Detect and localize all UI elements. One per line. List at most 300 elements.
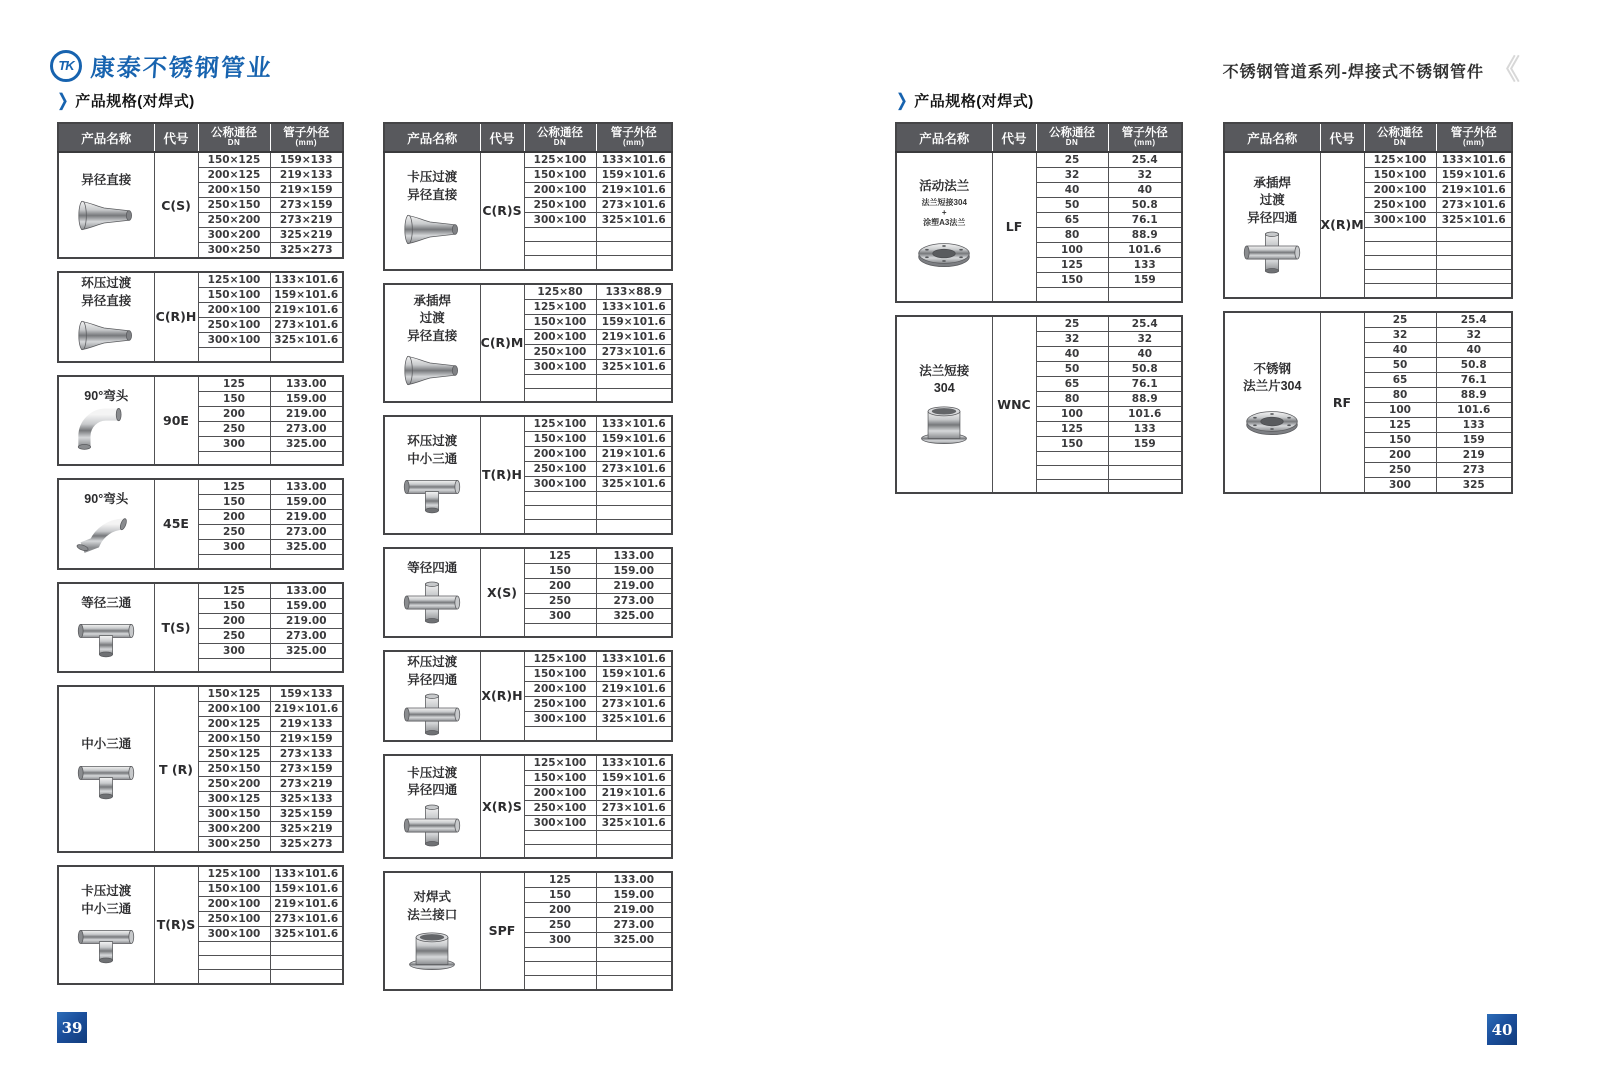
- product-code: T(S): [154, 583, 198, 673]
- dn-value: [524, 962, 596, 976]
- spec-column-2: [383, 122, 673, 1003]
- od-value: 76.1: [1436, 372, 1512, 387]
- od-value: 159.00: [270, 391, 343, 406]
- od-value: [1108, 288, 1182, 302]
- col-header-code: 代号: [154, 123, 198, 152]
- dn-value: 250: [198, 525, 270, 540]
- dn-value: 200×100: [524, 183, 596, 198]
- od-value: 133×101.6: [596, 299, 672, 314]
- od-value: 273×101.6: [596, 344, 672, 359]
- dn-value: 300×100: [524, 815, 596, 830]
- product-code: C(R)M: [480, 284, 524, 403]
- dn-value: 125: [1364, 417, 1436, 432]
- product-code: C(R)S: [480, 152, 524, 270]
- dn-value: 150: [524, 888, 596, 903]
- od-value: 219×133: [270, 168, 343, 183]
- dn-value: [1036, 288, 1108, 302]
- dn-value: 300×200: [198, 228, 270, 243]
- od-value: 133×101.6: [270, 866, 343, 882]
- od-value: 159×101.6: [596, 770, 672, 785]
- od-value: 273.00: [596, 593, 672, 608]
- dn-value: 40: [1364, 342, 1436, 357]
- dn-value: 150: [198, 391, 270, 406]
- product-name: 等径四通: [407, 560, 458, 575]
- product-name: 卡压过渡 中小三通: [81, 884, 132, 916]
- table-row: [384, 651, 672, 667]
- dn-value: 300: [524, 933, 596, 948]
- dn-value: [524, 727, 596, 741]
- col-header-dn: 公称通径 DN: [1364, 123, 1436, 152]
- od-value: 159.00: [596, 888, 672, 903]
- product-code: SPF: [480, 872, 524, 990]
- dn-value: 125: [524, 872, 596, 888]
- dn-value: 300: [1364, 477, 1436, 493]
- od-value: 76.1: [1108, 376, 1182, 391]
- dn-value: 150×100: [524, 667, 596, 682]
- od-value: 88.9: [1108, 391, 1182, 406]
- dn-value: 125: [1036, 421, 1108, 436]
- table-row: [384, 548, 672, 564]
- product-cell: [896, 152, 992, 302]
- company-name: 康泰不锈钢管业: [89, 55, 274, 82]
- od-value: 159.00: [596, 563, 672, 578]
- spec-column-4: [1223, 122, 1513, 506]
- dn-value: [524, 506, 596, 520]
- od-value: 219: [1436, 447, 1512, 462]
- dn-value: [198, 970, 270, 984]
- od-value: 325×273: [270, 243, 343, 259]
- reducer-photo: [385, 207, 480, 252]
- tee-photo: [59, 921, 154, 966]
- dn-value: [198, 348, 270, 362]
- od-value: 325: [1436, 477, 1512, 493]
- dn-value: [198, 658, 270, 672]
- dn-value: 300×150: [198, 807, 270, 822]
- dn-value: 300: [524, 608, 596, 623]
- od-value: 25.4: [1108, 316, 1182, 332]
- od-value: [1436, 284, 1512, 298]
- od-value: [1436, 242, 1512, 256]
- product-name: 承插焊 过渡 异径直接: [407, 293, 458, 343]
- od-value: 273.00: [270, 421, 343, 436]
- product-cell: [58, 479, 154, 569]
- col-header-od: 管子外径 (mm): [596, 123, 672, 152]
- od-value: 76.1: [1108, 213, 1182, 228]
- dn-value: 125×100: [524, 755, 596, 771]
- dn-value: 200: [524, 578, 596, 593]
- dn-value: 50: [1364, 357, 1436, 372]
- od-value: 219×133: [270, 717, 343, 732]
- dn-value: 25: [1036, 316, 1108, 332]
- section-title-left: [57, 90, 195, 111]
- product-name: 活动法兰: [919, 179, 970, 193]
- product-cell: [1224, 152, 1320, 298]
- dn-value: 250×100: [198, 318, 270, 333]
- dn-value: 125×100: [524, 651, 596, 667]
- product-cell: [58, 376, 154, 466]
- cross-photo: [1225, 230, 1320, 275]
- tee-photo: [59, 757, 154, 802]
- od-value: 325×101.6: [596, 477, 672, 492]
- flange-photo: [1225, 399, 1320, 444]
- dn-value: 200: [198, 510, 270, 525]
- product-code: RF: [1320, 312, 1364, 493]
- reducer-photo: [385, 348, 480, 393]
- dn-value: [524, 256, 596, 270]
- od-value: 273×159: [270, 762, 343, 777]
- dn-value: 250×200: [198, 777, 270, 792]
- dn-value: 150: [524, 563, 596, 578]
- od-value: 159×101.6: [270, 288, 343, 303]
- dn-value: [198, 956, 270, 970]
- dn-value: 32: [1036, 168, 1108, 183]
- section-title-text: 产品规格(对焊式): [914, 93, 1034, 110]
- tee-photo: [385, 471, 480, 516]
- od-value: 219×101.6: [596, 682, 672, 697]
- dn-value: 100: [1036, 406, 1108, 421]
- stub-photo: [897, 401, 992, 446]
- spec-table: [895, 315, 1183, 495]
- dn-value: 300: [198, 436, 270, 451]
- product-name: 承插焊 过渡 异径四通: [1247, 175, 1298, 225]
- table-row: [384, 284, 672, 300]
- dn-value: 200×100: [198, 303, 270, 318]
- product-cell: [384, 651, 480, 741]
- dn-value: [524, 976, 596, 990]
- product-code: 90E: [154, 376, 198, 466]
- cross-photo: [385, 580, 480, 625]
- dn-value: 80: [1036, 228, 1108, 243]
- dn-value: 150: [1036, 436, 1108, 451]
- product-name: 等径三通: [81, 595, 132, 610]
- dn-value: 150×100: [524, 432, 596, 447]
- dn-value: 250×150: [198, 198, 270, 213]
- od-value: 40: [1436, 342, 1512, 357]
- od-value: 273×101.6: [596, 198, 672, 213]
- od-value: 101.6: [1436, 402, 1512, 417]
- od-value: [596, 506, 672, 520]
- product-name: 异径直接: [81, 173, 132, 188]
- col-header-dn: 公称通径 DN: [198, 123, 270, 152]
- od-value: [270, 956, 343, 970]
- od-value: 50.8: [1108, 198, 1182, 213]
- od-value: 219×101.6: [1436, 183, 1512, 198]
- dn-value: 100: [1036, 243, 1108, 258]
- od-value: 273×101.6: [270, 318, 343, 333]
- dn-value: 65: [1364, 372, 1436, 387]
- od-value: 219×101.6: [596, 183, 672, 198]
- od-value: 325×101.6: [1436, 213, 1512, 228]
- od-value: [1436, 270, 1512, 284]
- reducer-photo: [59, 313, 154, 358]
- od-value: 159×101.6: [596, 667, 672, 682]
- dn-value: 250×100: [524, 800, 596, 815]
- product-name: 90°弯头: [84, 388, 129, 403]
- section-arrow-icon: ❯: [896, 89, 909, 110]
- product-name: 中小三通: [81, 737, 132, 752]
- section-arrow-icon: ❯: [57, 89, 70, 110]
- dn-value: 200×100: [524, 785, 596, 800]
- od-value: 159: [1108, 436, 1182, 451]
- dn-value: 25: [1036, 152, 1108, 168]
- product-code: X(R)H: [480, 651, 524, 741]
- dn-value: 65: [1036, 213, 1108, 228]
- od-value: 325.00: [270, 643, 343, 658]
- product-code: LF: [992, 152, 1036, 302]
- od-value: [596, 228, 672, 242]
- elbow-45-photo: [59, 512, 154, 557]
- dn-value: [1364, 270, 1436, 284]
- dn-value: 200: [524, 903, 596, 918]
- dn-value: 300×100: [524, 359, 596, 374]
- logo-monogram-icon: TK: [50, 50, 82, 82]
- od-value: 133: [1108, 421, 1182, 436]
- od-value: [1108, 465, 1182, 479]
- od-value: 219.00: [596, 578, 672, 593]
- product-cell: [384, 284, 480, 403]
- od-value: 133.00: [270, 479, 343, 495]
- dn-value: 300: [198, 540, 270, 555]
- od-value: 325×101.6: [596, 359, 672, 374]
- col-header-code: 代号: [1320, 123, 1364, 152]
- page-number-right: 40: [1487, 1014, 1517, 1045]
- table-row: [384, 416, 672, 432]
- dn-value: 300×100: [198, 927, 270, 942]
- od-value: 219.00: [270, 510, 343, 525]
- dn-value: [524, 623, 596, 637]
- dn-value: 250×100: [524, 697, 596, 712]
- dn-value: 250×100: [198, 912, 270, 927]
- od-value: 133.00: [596, 872, 672, 888]
- dn-value: 250×100: [1364, 198, 1436, 213]
- od-value: 159×133: [270, 152, 343, 168]
- product-name: 环压过渡 异径四通: [407, 655, 458, 687]
- dn-value: 250: [198, 421, 270, 436]
- dn-value: 80: [1364, 387, 1436, 402]
- product-code: X(R)S: [480, 755, 524, 859]
- product-name: 环压过渡 异径直接: [81, 276, 132, 308]
- dn-value: 150: [1036, 273, 1108, 288]
- od-value: 133×88.9: [596, 284, 672, 300]
- dn-value: 150: [1364, 432, 1436, 447]
- od-value: 133×101.6: [270, 272, 343, 288]
- od-value: 159.00: [270, 495, 343, 510]
- dn-value: 300×100: [524, 477, 596, 492]
- dn-value: 80: [1036, 391, 1108, 406]
- reducer-photo: [59, 193, 154, 238]
- product-code: T(R)S: [154, 866, 198, 984]
- od-value: 159×101.6: [596, 432, 672, 447]
- od-value: 219.00: [270, 406, 343, 421]
- dn-value: 250×200: [198, 213, 270, 228]
- od-value: 133.00: [270, 376, 343, 392]
- table-row: [58, 479, 343, 495]
- dn-value: 150×100: [524, 168, 596, 183]
- od-value: 273×219: [270, 777, 343, 792]
- dn-value: 200×100: [524, 447, 596, 462]
- od-value: [596, 256, 672, 270]
- od-value: 325.00: [596, 933, 672, 948]
- product-name: 卡压过渡 异径直接: [407, 170, 458, 202]
- dn-value: 300×100: [1364, 213, 1436, 228]
- od-value: 273×101.6: [596, 800, 672, 815]
- od-value: 101.6: [1108, 243, 1182, 258]
- table-row: [58, 152, 343, 168]
- col-header-product: 产品名称: [384, 123, 480, 152]
- dn-value: [524, 374, 596, 388]
- spec-table: [1223, 122, 1513, 299]
- section-title-text: 产品规格(对焊式): [75, 93, 195, 110]
- od-value: 133: [1436, 417, 1512, 432]
- dn-value: [524, 242, 596, 256]
- od-value: 101.6: [1108, 406, 1182, 421]
- dn-value: 150×100: [198, 882, 270, 897]
- spec-table: [383, 547, 673, 639]
- col-header-od: 管子外径 (mm): [270, 123, 343, 152]
- spec-table: [57, 582, 344, 674]
- dn-value: [1364, 242, 1436, 256]
- col-header-product: 产品名称: [896, 123, 992, 152]
- dn-value: 200×100: [524, 682, 596, 697]
- spec-table: [895, 122, 1183, 303]
- table-row: [58, 272, 343, 288]
- dn-value: 125×100: [198, 866, 270, 882]
- table-row: [58, 583, 343, 599]
- col-header-dn: 公称通径 DN: [524, 123, 596, 152]
- spec-column-3: [895, 122, 1183, 506]
- od-value: 273×101.6: [1436, 198, 1512, 213]
- spec-table: [57, 478, 344, 570]
- od-value: 219×101.6: [596, 329, 672, 344]
- od-value: 273×133: [270, 747, 343, 762]
- product-code: C(S): [154, 152, 198, 258]
- dn-value: 150: [198, 598, 270, 613]
- od-value: 159×133: [270, 686, 343, 702]
- product-code: 45E: [154, 479, 198, 569]
- dn-value: 250×100: [524, 462, 596, 477]
- stub-photo: [385, 927, 480, 972]
- od-value: 273×101.6: [596, 697, 672, 712]
- dn-value: 125: [524, 548, 596, 564]
- dn-value: [1036, 465, 1108, 479]
- product-cell: [384, 872, 480, 990]
- od-value: [596, 520, 672, 534]
- dn-value: 250: [1364, 462, 1436, 477]
- product-name: 对焊式 法兰接口: [407, 890, 458, 922]
- dn-value: 250: [198, 628, 270, 643]
- od-value: 50.8: [1436, 357, 1512, 372]
- dn-value: [1364, 228, 1436, 242]
- product-code: X(S): [480, 548, 524, 638]
- od-value: 273: [1436, 462, 1512, 477]
- od-value: 273×101.6: [596, 462, 672, 477]
- product-cell: [896, 316, 992, 494]
- dn-value: 150×125: [198, 686, 270, 702]
- od-value: [1108, 451, 1182, 465]
- flange-photo: [897, 231, 992, 276]
- product-cell: [58, 866, 154, 984]
- od-value: 273×219: [270, 213, 343, 228]
- od-value: [270, 942, 343, 956]
- page-number-left: 39: [57, 1012, 87, 1043]
- table-row: [1224, 312, 1512, 328]
- col-header-product: 产品名称: [58, 123, 154, 152]
- dn-value: 250×150: [198, 762, 270, 777]
- od-value: 133×101.6: [596, 416, 672, 432]
- dn-value: 200: [198, 406, 270, 421]
- od-value: [270, 451, 343, 465]
- dn-value: 200×100: [198, 702, 270, 717]
- section-title-right: [896, 90, 1034, 111]
- od-value: 159×101.6: [1436, 168, 1512, 183]
- dn-value: [1364, 284, 1436, 298]
- od-value: 325×159: [270, 807, 343, 822]
- od-value: 159.00: [270, 598, 343, 613]
- dn-value: 250×100: [524, 344, 596, 359]
- od-value: 325×101.6: [270, 333, 343, 348]
- dn-value: 25: [1364, 312, 1436, 328]
- od-value: 88.9: [1436, 387, 1512, 402]
- spec-column-1: [57, 122, 344, 997]
- spec-table: [383, 754, 673, 860]
- od-value: 219×159: [270, 183, 343, 198]
- od-value: 40: [1108, 346, 1182, 361]
- dn-value: 250×125: [198, 747, 270, 762]
- dn-value: 250: [524, 593, 596, 608]
- product-cell: [384, 755, 480, 859]
- od-value: 325.00: [270, 540, 343, 555]
- od-value: 133.00: [596, 548, 672, 564]
- product-code: C(R)H: [154, 272, 198, 362]
- od-value: 325×133: [270, 792, 343, 807]
- od-value: 25.4: [1436, 312, 1512, 328]
- dn-value: 300×200: [198, 822, 270, 837]
- cross-photo: [385, 803, 480, 848]
- od-value: 219×101.6: [596, 785, 672, 800]
- od-value: [596, 830, 672, 844]
- dn-value: 300×250: [198, 837, 270, 853]
- od-value: 325×101.6: [596, 712, 672, 727]
- od-value: 40: [1108, 183, 1182, 198]
- col-header-product: 产品名称: [1224, 123, 1320, 152]
- od-value: 325×273: [270, 837, 343, 853]
- dn-value: [198, 451, 270, 465]
- dn-value: 32: [1364, 327, 1436, 342]
- od-value: 159×101.6: [596, 314, 672, 329]
- od-value: 159×101.6: [596, 168, 672, 183]
- dn-value: [524, 228, 596, 242]
- dn-value: 200×125: [198, 717, 270, 732]
- product-name: 法兰短接 304: [919, 363, 970, 396]
- od-value: [596, 948, 672, 962]
- product-name: 卡压过渡 异径四通: [407, 765, 458, 798]
- elbow-90-photo: [59, 408, 154, 453]
- dn-value: [1036, 451, 1108, 465]
- table-row: [1224, 152, 1512, 168]
- od-value: [596, 976, 672, 990]
- dn-value: 40: [1036, 183, 1108, 198]
- od-value: 133: [1108, 258, 1182, 273]
- od-value: 159: [1436, 432, 1512, 447]
- table-row: [896, 316, 1182, 332]
- dn-value: [524, 844, 596, 858]
- dn-value: 40: [1036, 346, 1108, 361]
- od-value: 325×219: [270, 822, 343, 837]
- product-cell: [58, 583, 154, 673]
- series-title: 不锈钢管道系列-焊接式不锈钢管件: [1222, 64, 1484, 81]
- col-header-code: 代号: [480, 123, 524, 152]
- dn-value: 200×100: [198, 897, 270, 912]
